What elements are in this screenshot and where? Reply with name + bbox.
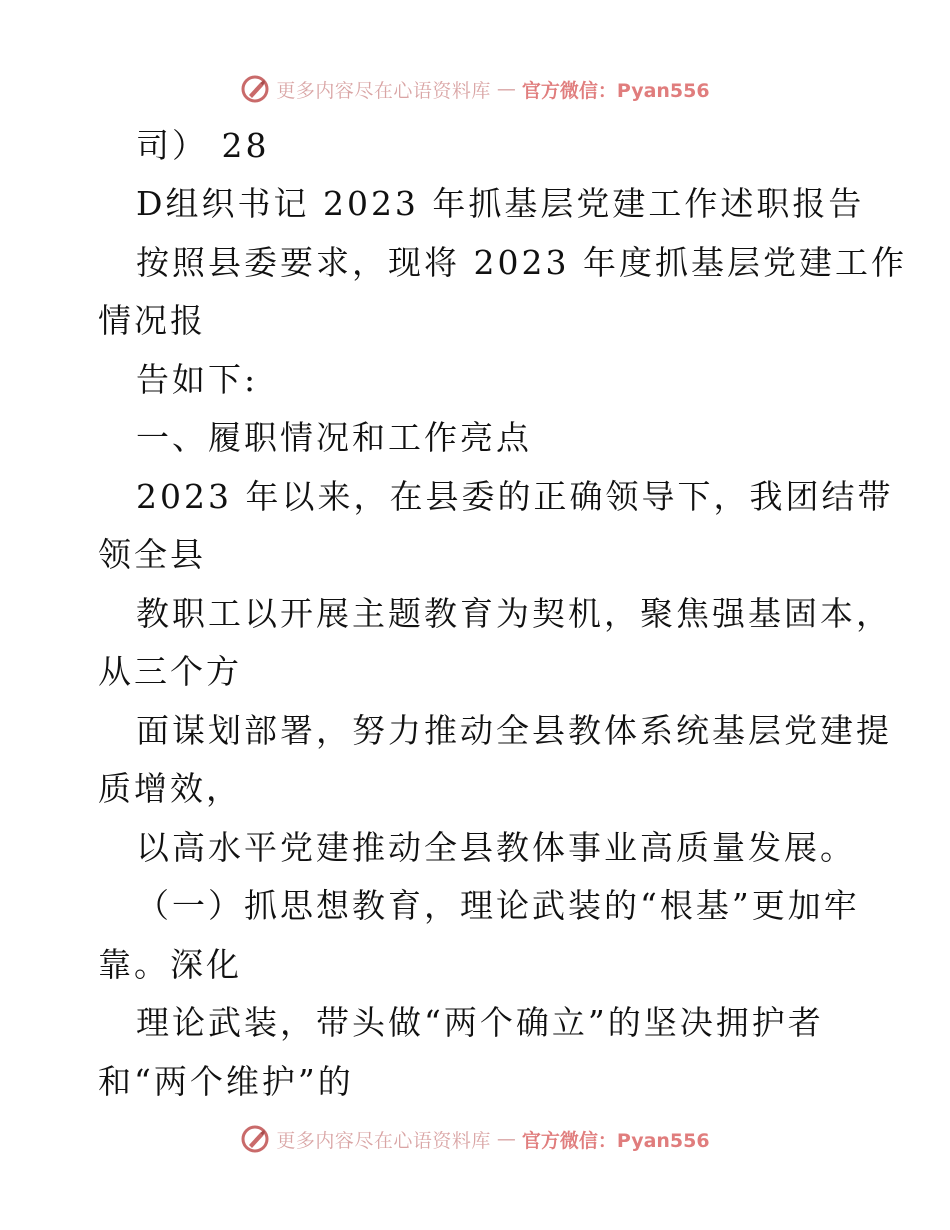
text-line: 理论武装，带头做“两个确立”的坚决拥护者 [136,1003,824,1042]
text-line: 教职工以开展主题教育为契机，聚焦强基固本， [136,594,892,633]
watermark-text: 更多内容尽在心语资料库 [276,79,491,102]
text-line: 按照县委要求，现将 2023 年度抓基层党建工作 [136,243,907,282]
subsection-heading: （一）抓思想教育，理论武装的“根基”更加牢 [136,886,860,925]
watermark-separator: — [496,78,516,100]
watermark-contact: 官方微信：Pyan556 [521,79,710,102]
document-title: D组织书记 2023 年抓基层党建工作述职报告 [136,184,865,223]
section-heading: 一、履职情况和工作亮点 [136,418,532,457]
text-line: 质增效， [98,769,242,808]
text-line: 情况报 [98,301,206,340]
watermark-separator: — [496,1128,516,1150]
text-line: 面谋划部署，努力推动全县教体系统基层党建提 [136,711,892,750]
watermark-footer [0,1124,950,1154]
text-line: 2023 年以来，在县委的正确领导下，我团结带 [136,477,894,516]
pen-circle-logo-icon [240,1124,270,1154]
watermark-contact: 官方微信：Pyan556 [521,1129,710,1152]
text-line: 和“两个维护”的 [98,1062,354,1101]
text-line: 司） 28 [136,126,270,165]
text-line: 领全县 [98,535,206,574]
watermark-text: 更多内容尽在心语资料库 [276,1129,491,1152]
text-line: 以高水平党建推动全县教体事业高质量发展。 [136,828,856,867]
text-line: 告如下: [136,360,259,399]
text-line: 从三个方 [98,652,242,691]
text-line: 靠。深化 [98,945,242,984]
